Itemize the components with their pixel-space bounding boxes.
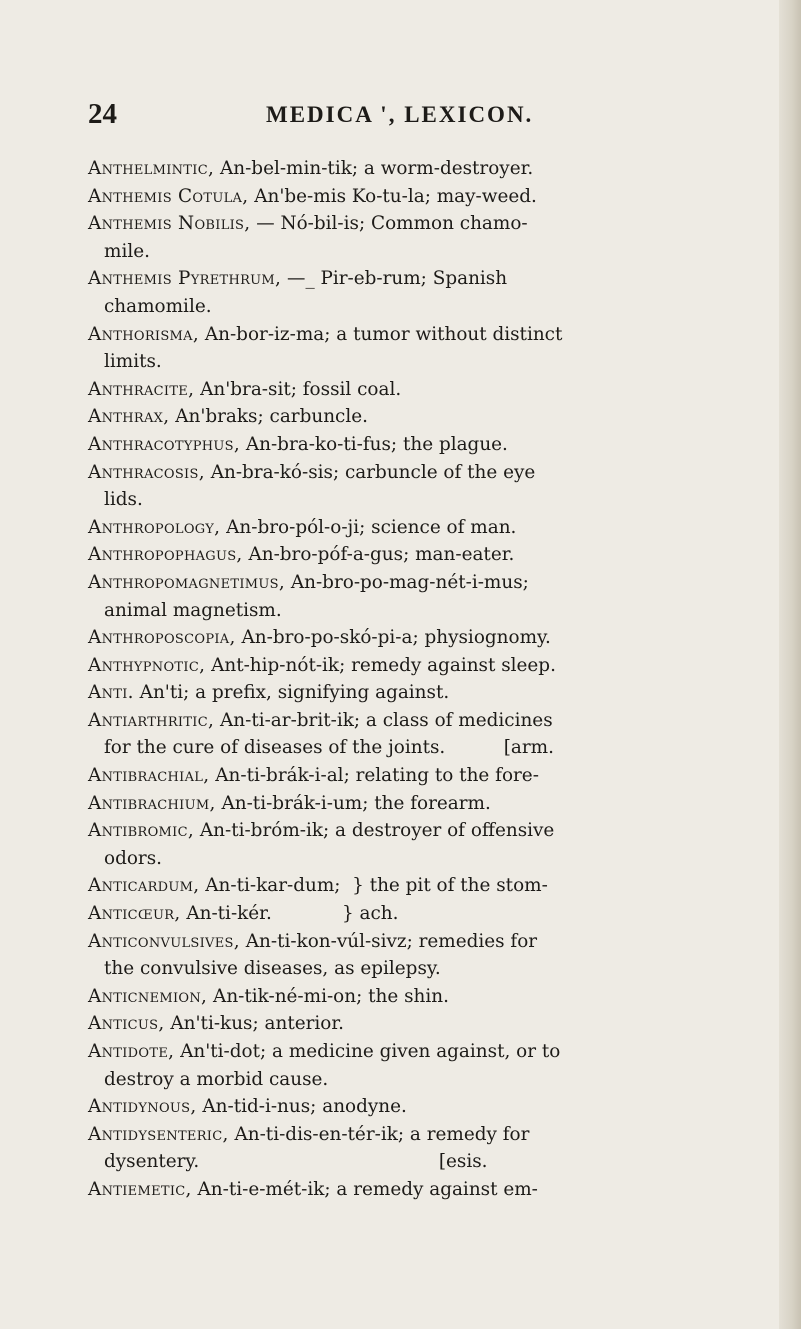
dictionary-entry [88, 376, 728, 404]
entry-headword: Anthropophagus, [88, 544, 243, 566]
dictionary-entry [88, 1038, 728, 1093]
entry-text: —_ Pir-eb-rum; Spanish chamomile. [104, 268, 508, 317]
dictionary-entries [88, 155, 728, 1204]
entry-headword: Anthorisma, [88, 323, 199, 345]
entry-headword: Antibrachium, [88, 792, 216, 814]
entry-headword: Antidysenteric, [88, 1123, 229, 1145]
dictionary-entry [88, 403, 728, 431]
dictionary-entry [88, 762, 728, 790]
entry-text: An-ti-ar-brit-ik; a class of medicines for the cure of diseases of the joints. [arm. [104, 709, 554, 759]
dictionary-entry [88, 541, 728, 569]
entry-headword: Anthrax, [88, 406, 170, 428]
entry-headword: Anthracotyphus, [88, 433, 240, 455]
entry-headword: Anthracosis, [88, 461, 205, 483]
dictionary-entry [88, 652, 728, 680]
entry-text: An'be-mis Ko-tu-la; may-weed. [248, 185, 537, 207]
entry-text: An-ti-dis-en-tér-ik; a remedy for dysentery. [esis. [104, 1123, 530, 1173]
entry-text: An'bra-sit; fossil coal. [194, 378, 402, 400]
entry-text: An-ti-brák-i-um; the forearm. [215, 792, 491, 814]
entry-text: An-bor-iz-ma; a tumor without distinct limits. [104, 323, 563, 373]
entry-text: An'ti-kus; anterior. [164, 1013, 344, 1035]
dictionary-entry [88, 155, 728, 183]
entry-headword: Anthropology, [88, 516, 221, 538]
dictionary-entry [88, 872, 728, 900]
entry-headword: Anticœur, [88, 903, 181, 925]
dictionary-entry [88, 431, 728, 459]
dictionary-entry [88, 707, 728, 762]
entry-headword: Anthemis Pyrethrum, [88, 268, 282, 290]
entry-text: An-bel-min-tik; a worm-destroyer. [214, 158, 534, 179]
dictionary-entry [88, 321, 728, 376]
entry-text: An-bro-po-skó-pi-a; physiognomy. [235, 627, 551, 649]
page-number: 24 [88, 98, 117, 130]
entry-headword: Anthroposcopia, [88, 627, 236, 649]
dictionary-entry [88, 679, 728, 707]
entry-text: An-ti-kar-dum; } the pit of the stom- [199, 875, 548, 897]
entry-text: An-tid-i-nus; anodyne. [196, 1096, 407, 1118]
dictionary-entry [88, 514, 728, 542]
dictionary-entry [88, 1010, 728, 1038]
entry-headword: Anticardum, [88, 875, 200, 897]
entry-headword: Anticonvulsives, [88, 930, 240, 952]
dictionary-entry [88, 817, 728, 872]
entry-text: An'braks; carbuncle. [169, 406, 368, 428]
entry-text: An'ti; a prefix, signifying against. [133, 682, 450, 704]
entry-text: An-bra-kó-sis; carbuncle of the eye lids. [104, 461, 536, 511]
entry-text: An-tik-né-mi-on; the shin. [207, 985, 449, 1007]
entry-headword: Antibrachial, [88, 765, 210, 787]
entry-text: An'ti-dot; a medicine given against, or to destroy a morbid cause. [104, 1041, 561, 1090]
entry-headword: Anthropomagnetimus, [88, 571, 285, 593]
dictionary-entry [88, 900, 728, 928]
entry-headword: Anthypnotic, [88, 654, 206, 676]
dictionary-entry [88, 624, 728, 652]
entry-headword: Anthemis Cotula, [88, 185, 249, 207]
entry-text: An-ti-kér. } ach. [180, 903, 399, 925]
entry-text: An-ti-brák-i-al; relating to the fore- [209, 765, 539, 787]
entry-headword: Antiemetic, [88, 1178, 192, 1200]
dictionary-entry [88, 459, 728, 514]
entry-text: Ant-hip-nót-ik; remedy against sleep. [205, 654, 556, 676]
entry-text: An-ti-bróm-ik; a destroyer of offensive odors. [104, 820, 555, 869]
dictionary-entry [88, 1121, 728, 1176]
dictionary-entry [88, 983, 728, 1011]
dictionary-entry [88, 210, 728, 265]
dictionary-entry [88, 569, 728, 624]
entry-text: An-bro-póf-a-gus; man-eater. [242, 544, 515, 566]
page-edge [779, 0, 801, 1329]
dictionary-entry [88, 1176, 728, 1204]
entry-headword: Anthemis Nobilis, [88, 213, 251, 235]
dictionary-entry [88, 790, 728, 818]
entry-headword: Anticus, [88, 1013, 165, 1035]
entry-text: An-bro-po-mag-nét-i-mus; animal magnetism. [104, 571, 529, 621]
entry-headword: Antibromic, [88, 820, 195, 842]
running-head: MEDICA ', LEXICON. [266, 102, 534, 127]
entry-headword: Anticnemion, [88, 985, 208, 1007]
entry-text: An-ti-e-mét-ik; a remedy against em- [191, 1178, 538, 1200]
entry-headword: Anthracite, [88, 378, 195, 400]
entry-headword: Anti. [88, 682, 134, 704]
entry-text: — Nó-bil-is; Common chamo- mile. [104, 213, 528, 262]
dictionary-entry [88, 183, 728, 211]
entry-headword: Antiarthritic, [88, 709, 215, 731]
dictionary-entry [88, 928, 728, 983]
dictionary-entry [88, 1093, 728, 1121]
dictionary-entry [88, 265, 728, 320]
entry-text: An-bra-ko-ti-fus; the plague. [240, 433, 508, 455]
entry-headword: Anthelmintic, [88, 158, 215, 179]
entry-headword: Antidynous, [88, 1096, 197, 1118]
page-header [88, 96, 688, 136]
entry-text: An-bro-pól-o-ji; science of man. [220, 516, 517, 538]
entry-headword: Antidote, [88, 1041, 175, 1062]
entry-text: An-ti-kon-vúl-sivz; remedies for the convulsive diseases, as epilepsy. [104, 930, 538, 980]
